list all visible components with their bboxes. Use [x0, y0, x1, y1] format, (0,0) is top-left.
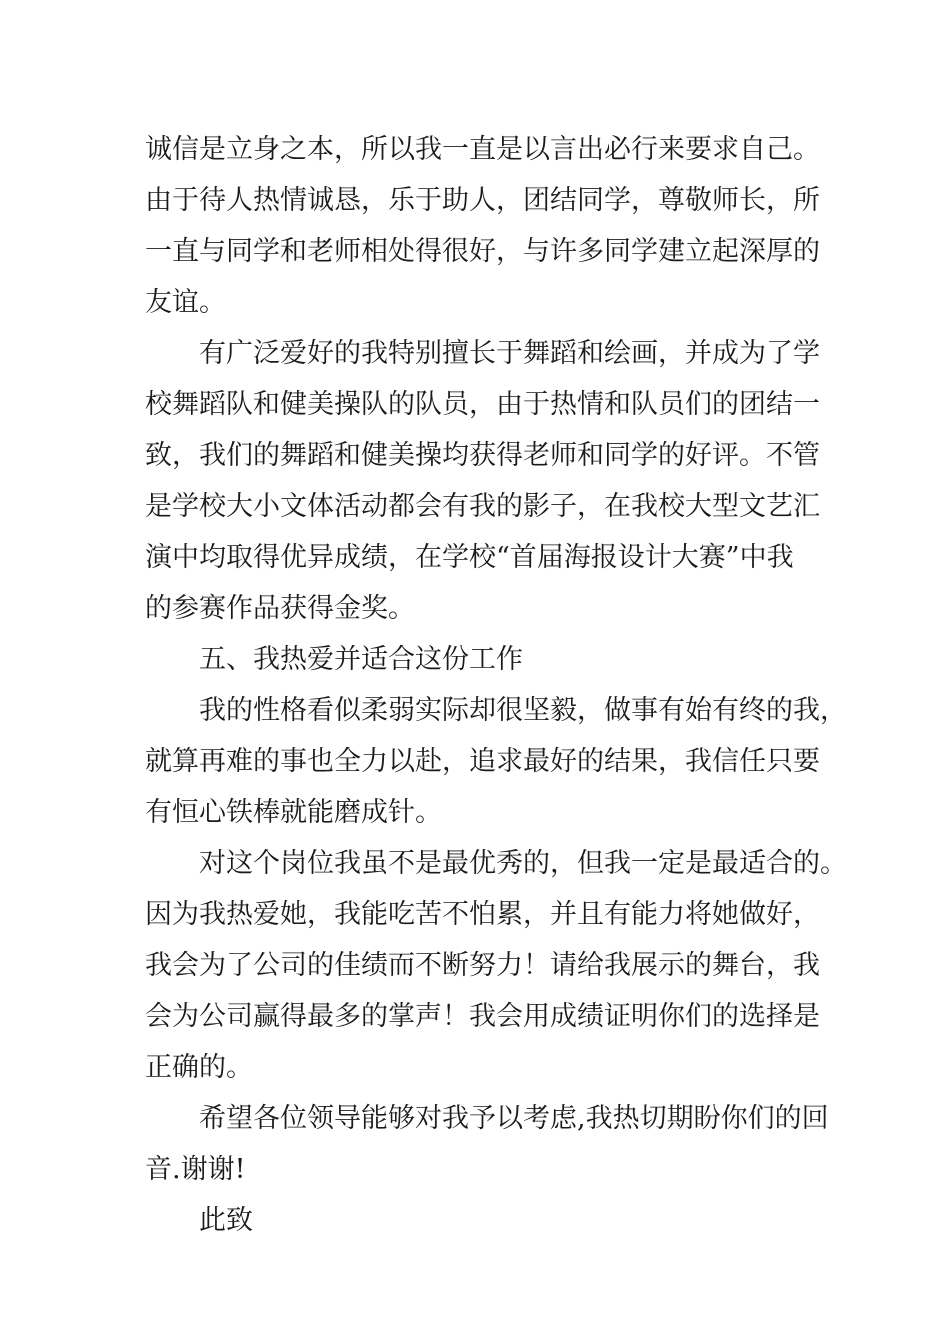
paragraph-start-line: 有广泛爱好的我特别擅长于舞蹈和绘画，并成为了学 — [199, 338, 820, 369]
text-line: 致，我们的舞蹈和健美操均获得老师和同学的好评。不管 — [145, 440, 820, 471]
text-line: 音.谢谢! — [145, 1154, 246, 1185]
text-line: 有恒心铁棒就能磨成针。 — [145, 797, 442, 828]
closing-salutation: 此致 — [199, 1205, 253, 1236]
paragraph-start-line: 希望各位领导能够对我予以考虑,我热切期盼你们的回 — [199, 1103, 829, 1134]
text-line: 由于待人热情诚恳，乐于助人，团结同学，尊敬师长，所 — [145, 185, 820, 216]
text-line: 友谊。 — [145, 287, 226, 318]
text-line: 一直与同学和老师相处得很好，与许多同学建立起深厚的 — [145, 236, 820, 267]
text-line: 的参赛作品获得金奖。 — [145, 593, 415, 624]
text-line: 会为公司赢得最多的掌声！我会用成绩证明你们的选择是 — [145, 1001, 820, 1032]
text-line: 演中均取得优异成绩，在学校“首届海报设计大赛”中我 — [145, 542, 794, 573]
text-line: 就算再难的事也全力以赴，追求最好的结果，我信任只要 — [145, 746, 820, 777]
text-line: 是学校大小文体活动都会有我的影子，在我校大型文艺汇 — [145, 491, 820, 522]
paragraph-start-line: 对这个岗位我虽不是最优秀的，但我一定是最适合的。 — [199, 848, 847, 879]
text-line: 因为我热爱她，我能吃苦不怕累，并且有能力将她做好， — [145, 899, 820, 930]
paragraph-start-line: 我的性格看似柔弱实际却很坚毅，做事有始有终的我， — [199, 695, 847, 726]
document-body — [145, 124, 847, 1246]
text-line: 校舞蹈队和健美操队的队员，由于热情和队员们的团结一 — [145, 389, 820, 420]
text-line: 我会为了公司的佳绩而不断努力！请给我展示的舞台，我 — [145, 950, 820, 981]
text-line: 正确的。 — [145, 1052, 253, 1083]
text-line: 诚信是立身之本，所以我一直是以言出必行来要求自己。 — [145, 134, 820, 165]
section-heading: 五、我热爱并适合这份工作 — [199, 644, 523, 675]
